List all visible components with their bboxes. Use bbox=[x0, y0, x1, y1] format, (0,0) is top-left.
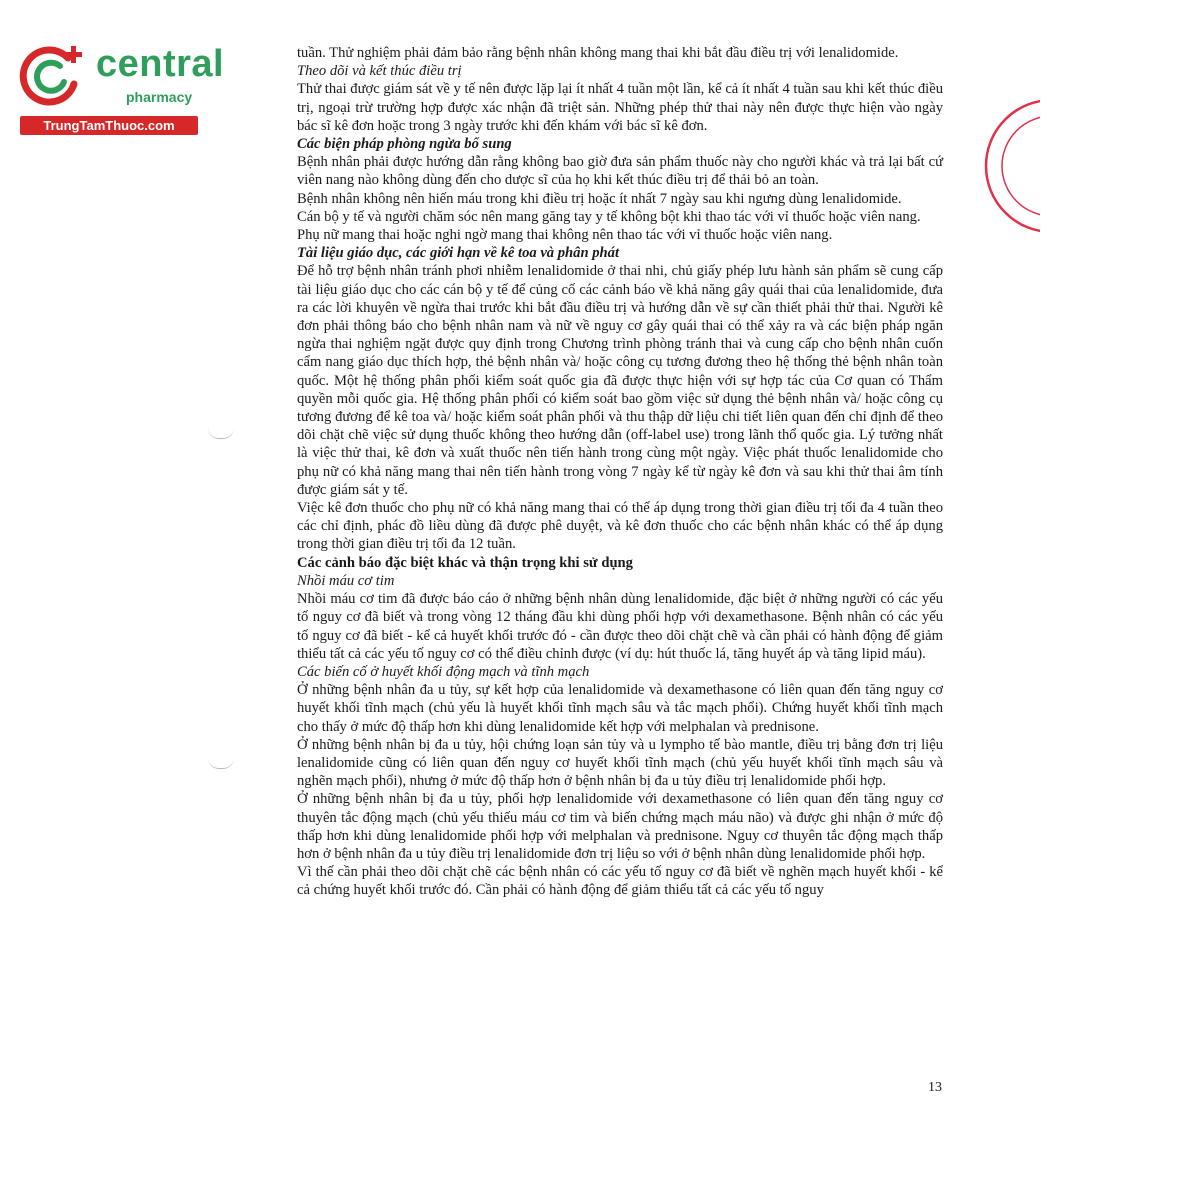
scan-artifact bbox=[208, 428, 234, 439]
paragraph: tuần. Thử nghiệm phải đảm bảo rằng bệnh nhân không mang thai khi bắt đầu điều trị với lenalidomide. bbox=[297, 45, 899, 61]
paragraph: Vì thế cần phải theo dõi chặt chẽ các bệnh nhân có các yếu tố nguy cơ đã biết về nghẽn mạch huyết khối - kể cả chứng huyết khối trước đó. Cần phải có hành động để giảm thiểu tất cả các yếu tố nguy bbox=[297, 864, 943, 899]
section-heading: Tài liệu giáo dục, các giới hạn về kê toa và phân phát bbox=[297, 245, 619, 262]
page-number: 13 bbox=[928, 1080, 942, 1095]
brand-subtitle: pharmacy bbox=[126, 89, 193, 105]
central-pharmacy-logo bbox=[8, 38, 223, 138]
company-stamp bbox=[980, 88, 1040, 238]
paragraph: Phụ nữ mang thai hoặc nghi ngờ mang thai không nên thao tác với vỉ thuốc hoặc viên nang. bbox=[297, 227, 833, 244]
section-heading: Các biện pháp phòng ngừa bổ sung bbox=[297, 136, 512, 153]
paragraph: Bệnh nhân không nên hiến máu trong khi điều trị hoặc ít nhất 7 ngày sau khi ngưng dùng lenalidomide. bbox=[297, 190, 902, 207]
paragraph: Thử thai được giám sát về y tế nên được lặp lại ít nhất 4 tuần một lần, kể cả ít nhất 4 tuần sau khi kết thúc điều trị, ngoại trừ trường hợp được xác nhận đã triệt sản. Những phép thử thai này nên được thực hiện vào ngày bác sĩ kê đơn hoặc trong 3 ngày trước khi đến khám với bác sĩ kê đơn. bbox=[297, 81, 943, 134]
subsection-heading: Các biến cố ở huyết khối động mạch và tĩnh mạch bbox=[297, 663, 590, 680]
pharmacy-logo-icon bbox=[16, 40, 88, 112]
paragraph: Ở những bệnh nhân bị đa u tủy, hội chứng loạn sản tủy và u lympho tế bào mantle, điều trị bằng đơn trị liệu lenalidomide cũng có liên quan đến nguy cơ huyết khối tĩnh mạch (chủ yếu huyết khối tĩnh mạch sâu và nghẽn mạch phổi), nhưng ở mức độ thấp hơn ở bệnh nhân bị đa u tủy điều trị lenalidomide phối hợp. bbox=[297, 736, 943, 790]
section-heading: Các cảnh báo đặc biệt khác và thận trọng khi sử dụng bbox=[297, 554, 633, 571]
paragraph: Cán bộ y tế và người chăm sóc nên mang găng tay y tế không bột khi thao tác với vỉ thuốc hoặc viên nang. bbox=[297, 208, 921, 225]
paragraph: Bệnh nhân phải được hướng dẫn rằng không bao giờ đưa sản phẩm thuốc này cho người khác và trả lại bất cứ viên nang nào không dùng đến cho dược sĩ của họ khi kết thúc điều trị để thải bỏ an toàn. bbox=[297, 154, 943, 189]
document-body bbox=[297, 44, 943, 900]
section-heading: Theo dõi và kết thúc điều trị bbox=[297, 63, 462, 80]
scan-artifact bbox=[208, 758, 234, 769]
paragraph: Việc kê đơn thuốc cho phụ nữ có khả năng mang thai có thể áp dụng trong thời gian điều trị tối đa 4 tuần theo các chỉ định, phác đồ liều dùng đã được phê duyệt, và kê đơn thuốc cho các bệnh nhân khác có thể áp dụng trong thời gian điều trị tối đa 12 tuần. bbox=[297, 500, 943, 553]
subsection-heading: Nhồi máu cơ tim bbox=[297, 572, 395, 589]
paragraph: Ở những bệnh nhân bị đa u tủy, phối hợp lenalidomide với dexamethasone có liên quan đến tăng nguy cơ thuyên tắc động mạch (chủ yếu thiếu máu cơ tim và biến chứng mạch máu não) và được ghi nhận ở mức độ thấp hơn khi dùng lenalidomide phối hợp với melphalan và prednisone. Nguy cơ thuyên tắc động mạch thấp hơn ở bệnh nhân đa u tủy điều trị lenalidomide đơn trị liệu so với ở bệnh nhân dùng lenalidomide phối hợp. bbox=[297, 791, 943, 862]
paragraph: Để hỗ trợ bệnh nhân tránh phơi nhiễm lenalidomide ở thai nhi, chủ giấy phép lưu hành sản phẩm sẽ cung cấp tài liệu giáo dục cho các cán bộ y tế để củng cố các cảnh báo về khả năng gây quái thai của lenalidomide, đưa ra các lời khuyên về ngừa thai trước khi bắt đầu điều trị và hướng dẫn về sự cần thiết phải thử thai. Người kê đơn phải thông báo cho bệnh nhân nam và nữ về nguy cơ gây quái thai có thể xảy ra và các biện pháp ngăn ngừa thai nghiệm ngặt được quy định trong Chương trình phòng tránh thai và cung cấp cho bệnh nhân cuốn cẩm nang giáo dục thích hợp, thẻ bệnh nhân và/ hoặc công cụ tương đương theo hệ thống thẻ bệnh nhân toàn quốc. Một hệ thống phân phối kiểm soát quốc gia đã được thực hiện với sự hợp tác của Cơ quan có Thẩm quyền mỗi quốc gia. Hệ thống phân phối có kiểm soát bao gồm việc sử dụng thẻ bệnh nhân và/ hoặc công cụ tương đương để kê toa và/ hoặc kiểm soát phân phối và thu thập dữ liệu chi tiết liên quan đến chỉ định để theo dõi chặt chẽ việc sử dụng thuốc không theo hướng dẫn (off-label use) trong lãnh thổ quốc gia. Lý tưởng nhất là việc thử thai, kê đơn và xuất thuốc nên tiến hành trong cùng một ngày. Việc phát thuốc lenalidomide cho phụ nữ có khả năng mang thai nên tiến hành trong vòng 7 ngày kể từ ngày kê đơn và sau khi thử thai âm tính được giám sát y tế. bbox=[297, 263, 943, 498]
brand-url: TrungTamThuoc.com bbox=[20, 116, 198, 135]
brand-name: central bbox=[96, 43, 225, 85]
paragraph: Nhồi máu cơ tim đã được báo cáo ở những bệnh nhân dùng lenalidomide, đặc biệt ở những người có các yếu tố nguy cơ đã biết và trong vòng 12 tháng đầu khi dùng phối hợp với dexamethasone. Bệnh nhân có các yếu tố nguy cơ đã biết - kể cả huyết khối trước đó - cần được theo dõi chặt chẽ và cần phải có hành động để giảm thiểu tất cả các yếu tố nguy cơ có thể điều chỉnh được (ví dụ: hút thuốc lá, tăng huyết áp và tăng lipid máu). bbox=[297, 591, 943, 662]
paragraph: Ở những bệnh nhân đa u tủy, sự kết hợp của lenalidomide và dexamethasone có liên quan đến tăng nguy cơ huyết khối tĩnh mạch (chủ yếu là huyết khối tĩnh mạch sâu và tắc mạch phổi). Chứng huyết khối tĩnh mạch cho thấy ở mức độ thấp hơn khi dùng lenalidomide kết hợp với melphalan và prednisone. bbox=[297, 682, 943, 735]
